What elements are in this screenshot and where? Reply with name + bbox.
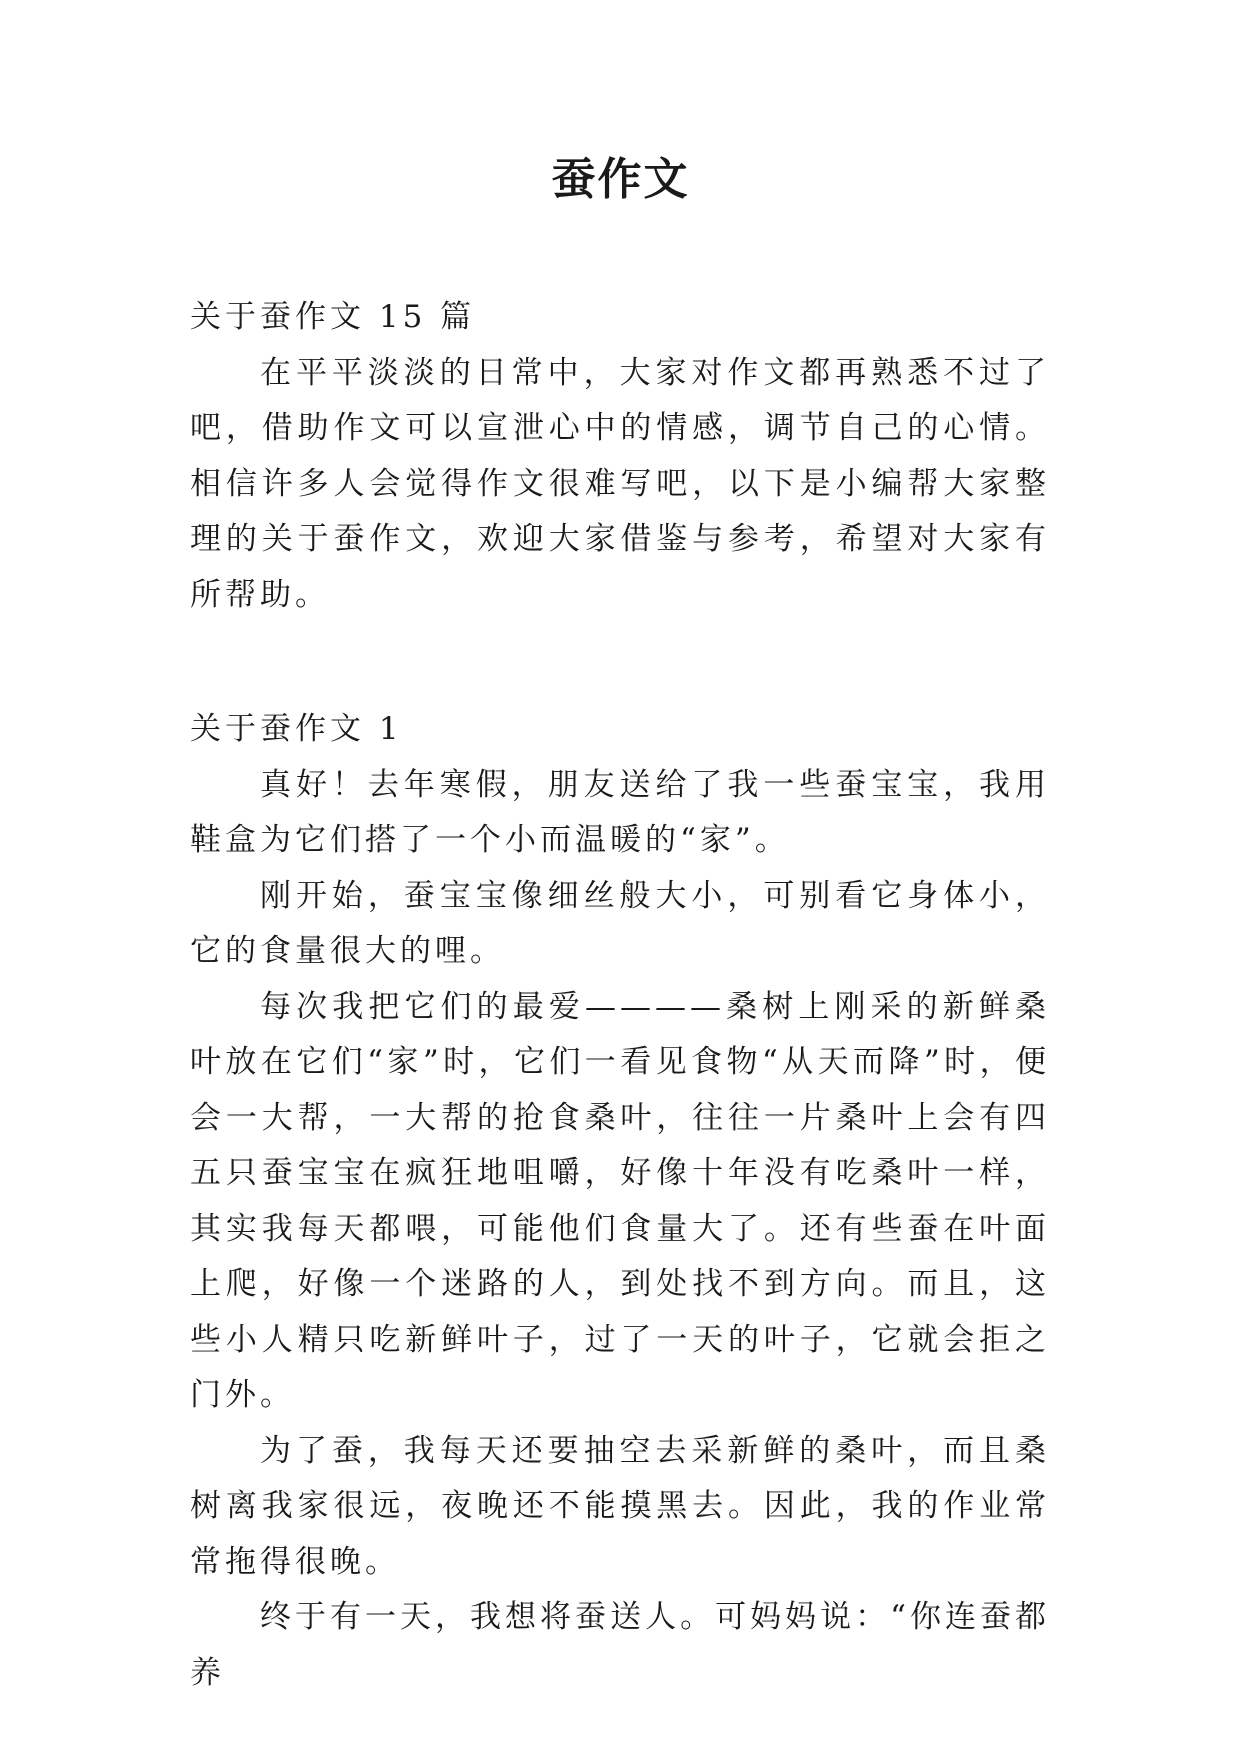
essay-paragraph: 终于有一天，我想将蚕送人。可妈妈说：“你连蚕都养 — [190, 1599, 1050, 1691]
essay-paragraph: 刚开始，蚕宝宝像细丝般大小，可别看它身体小，它的食量很大的哩。 — [190, 877, 1050, 969]
section-spacer — [190, 623, 1050, 702]
essay-heading: 关于蚕作文 1 — [190, 711, 403, 747]
intro-paragraph: 在平平淡淡的日常中，大家对作文都再熟悉不过了吧，借助作文可以宣泄心中的情感，调节自己的心情。相信许多人会觉得作文很难写吧，以下是小编帮大家整理的关于蚕作文，欢迎大家借鉴与参考，希望对大家有所帮助。 — [190, 354, 1050, 613]
essay-paragraph: 为了蚕，我每天还要抽空去采新鲜的桑叶，而且桑树离我家很远，夜晚还不能摸黑去。因此，我的作业常常拖得很晚。 — [190, 1432, 1050, 1580]
intro-heading: 关于蚕作文 15 篇 — [190, 299, 476, 335]
essay-paragraph: 每次我把它们的最爱————桑树上刚采的新鲜桑叶放在它们“家”时，它们一看见食物“从天而降”时，便会一大帮，一大帮的抢食桑叶，往往一片桑叶上会有四五只蚕宝宝在疯狂地咀嚼，好像十年没有吃桑叶一样，其实我每天都喂，可能他们食量大了。还有些蚕在叶面上爬，好像一个迷路的人，到处找不到方向。而且，这些小人精只吃新鲜叶子，过了一天的叶子，它就会拒之门外。 — [190, 988, 1050, 1413]
essay-paragraph: 真好！去年寒假，朋友送给了我一些蚕宝宝，我用鞋盒为它们搭了一个小而温暖的“家”。 — [190, 766, 1050, 858]
document-body — [190, 290, 1050, 1701]
page-title: 蚕作文 — [551, 154, 690, 205]
